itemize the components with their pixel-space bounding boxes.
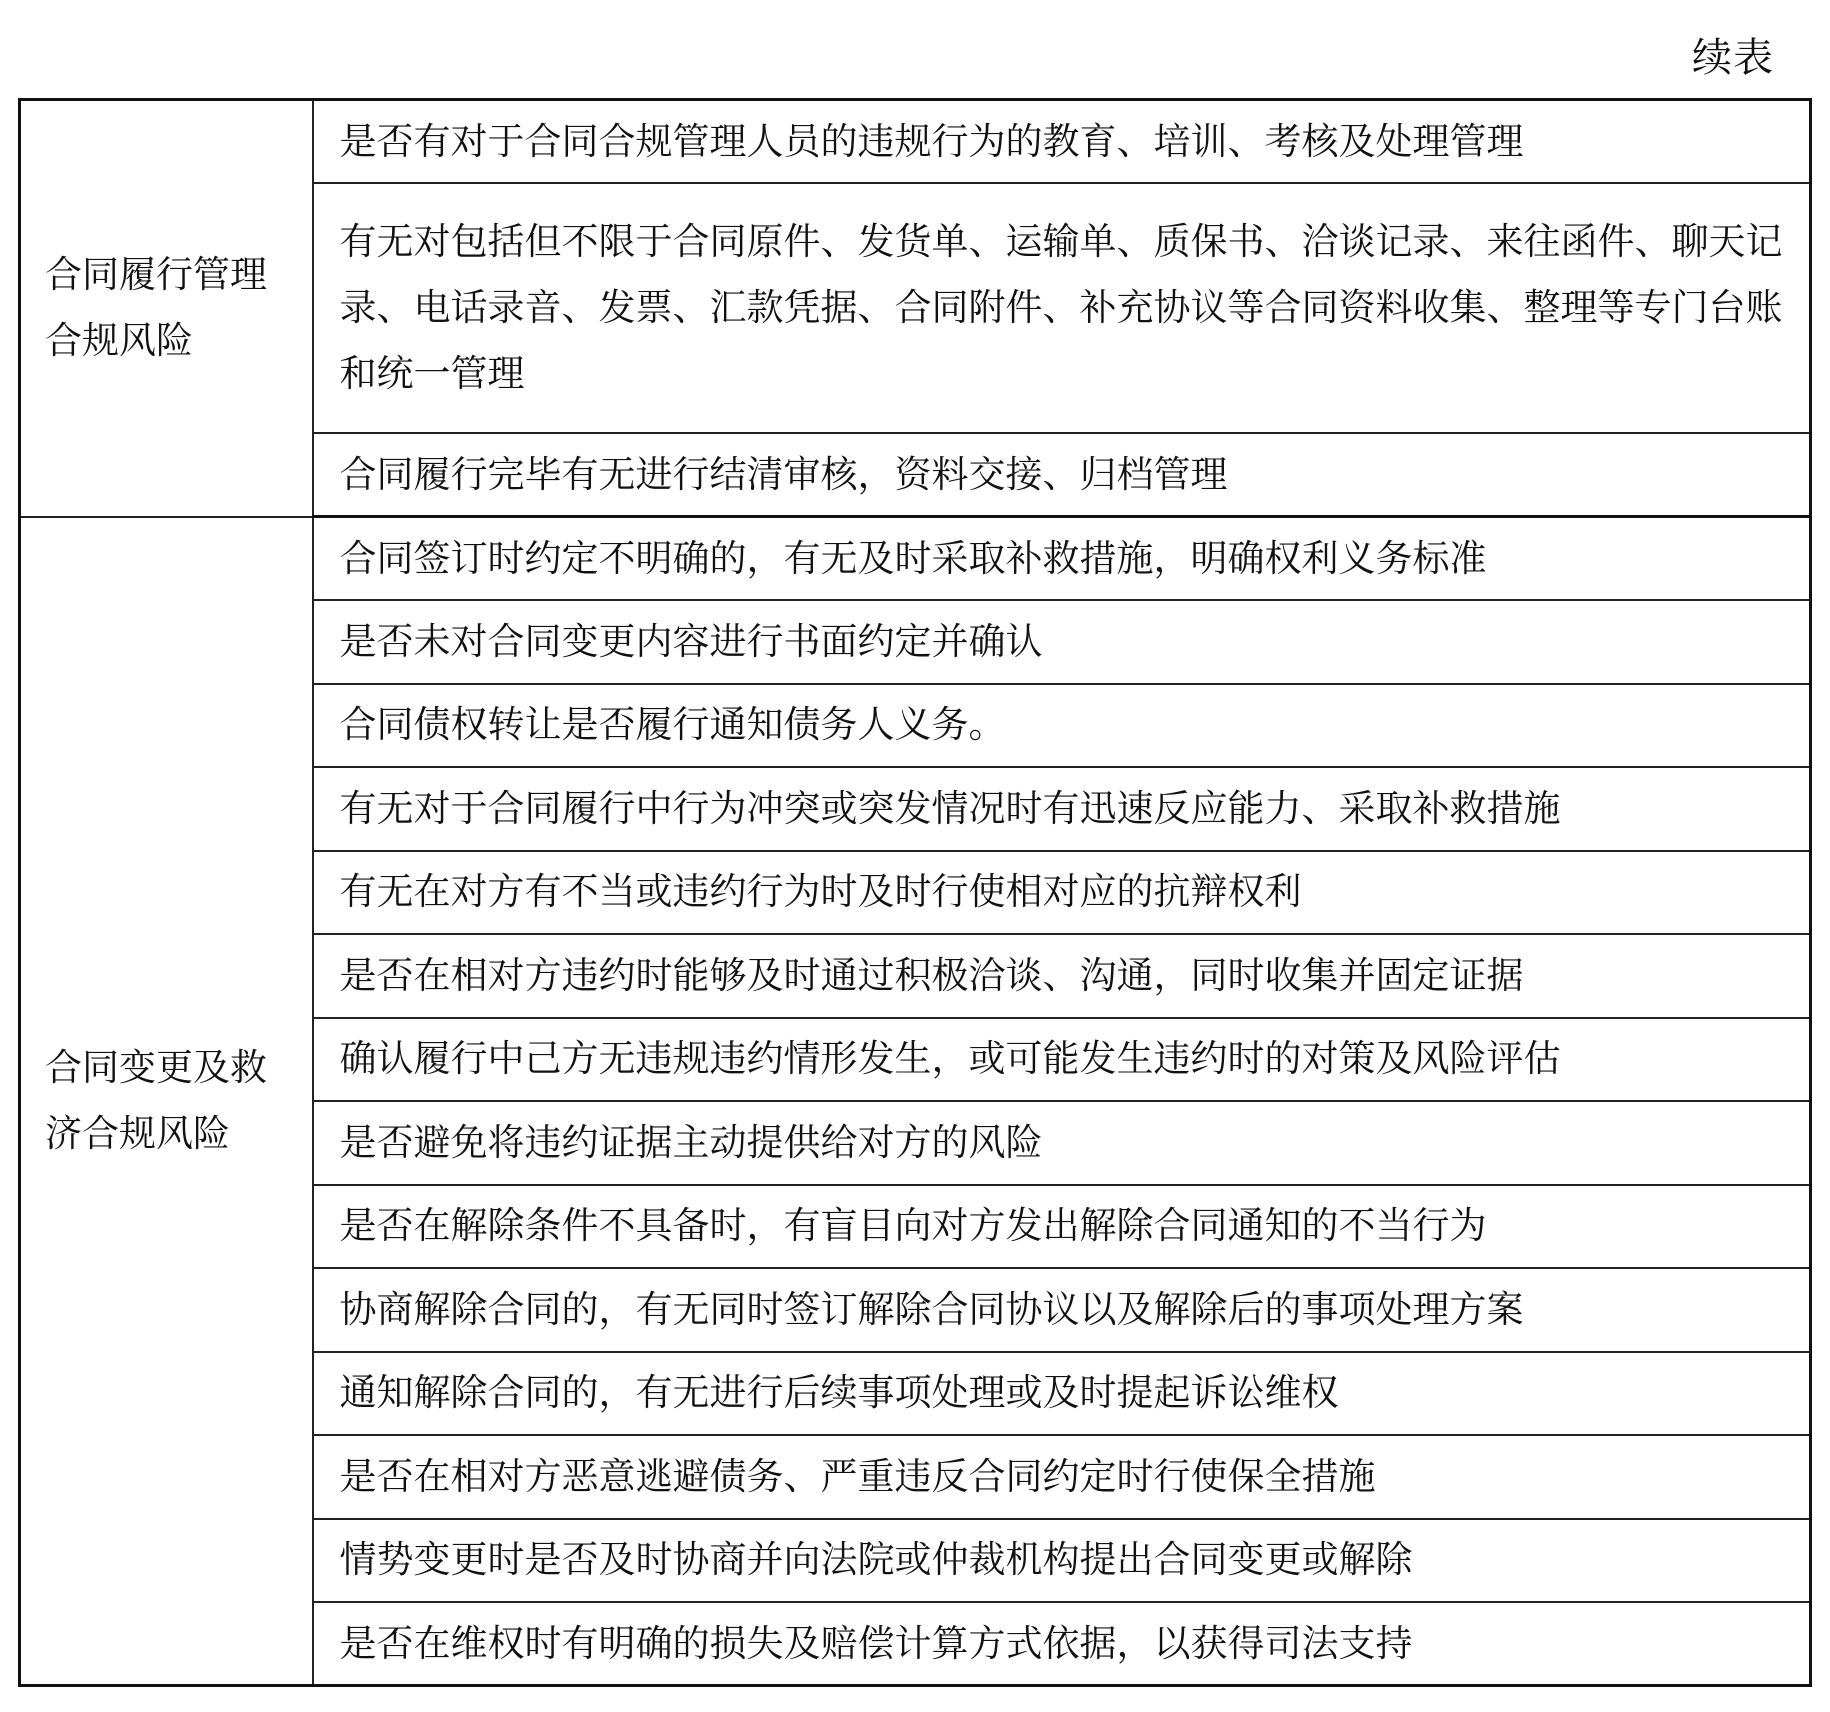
table-row xyxy=(20,100,1811,184)
checklist-item: 是否在相对方恶意逃避债务、严重违反合同约定时行使保全措施 xyxy=(313,1435,1811,1519)
checklist-item: 是否在相对方违约时能够及时通过积极洽谈、沟通，同时收集并固定证据 xyxy=(313,934,1811,1018)
checklist-item: 是否有对于合同合规管理人员的违规行为的教育、培训、考核及处理管理 xyxy=(313,100,1811,184)
checklist-item: 协商解除合同的，有无同时签订解除合同协议以及解除后的事项处理方案 xyxy=(313,1268,1811,1352)
checklist-item: 是否未对合同变更内容进行书面约定并确认 xyxy=(313,600,1811,684)
continued-table-label: 续表 xyxy=(1692,35,1774,81)
checklist-item: 合同债权转让是否履行通知债务人义务。 xyxy=(313,684,1811,768)
checklist-item: 有无在对方有不当或违约行为时及时行使相对应的抗辩权利 xyxy=(313,851,1811,935)
category-cell-contract-performance: 合同履行管理合规风险 xyxy=(20,100,313,517)
checklist-item: 是否在维权时有明确的损失及赔偿计算方式依据，以获得司法支持 xyxy=(313,1602,1811,1686)
checklist-item: 有无对于合同履行中行为冲突或突发情况时有迅速反应能力、采取补救措施 xyxy=(313,767,1811,851)
checklist-item: 通知解除合同的，有无进行后续事项处理或及时提起诉讼维权 xyxy=(313,1352,1811,1436)
checklist-item: 是否避免将违约证据主动提供给对方的风险 xyxy=(313,1101,1811,1185)
checklist-item: 是否在解除条件不具备时，有盲目向对方发出解除合同通知的不当行为 xyxy=(313,1185,1811,1269)
table-row xyxy=(20,517,1811,601)
compliance-risk-table xyxy=(18,98,1812,1687)
category-cell-contract-change-remedy: 合同变更及救济合规风险 xyxy=(20,517,313,1686)
checklist-item: 合同履行完毕有无进行结清审核，资料交接、归档管理 xyxy=(313,433,1811,517)
checklist-item: 有无对包括但不限于合同原件、发货单、运输单、质保书、洽谈记录、来往函件、聊天记录、电话录音、发票、汇款凭据、合同附件、补充协议等合同资料收集、整理等专门台账和统一管理 xyxy=(313,183,1811,433)
checklist-item: 情势变更时是否及时协商并向法院或仲裁机构提出合同变更或解除 xyxy=(313,1519,1811,1603)
checklist-item: 确认履行中己方无违规违约情形发生，或可能发生违约时的对策及风险评估 xyxy=(313,1018,1811,1102)
checklist-item: 合同签订时约定不明确的，有无及时采取补救措施，明确权利义务标准 xyxy=(313,517,1811,601)
